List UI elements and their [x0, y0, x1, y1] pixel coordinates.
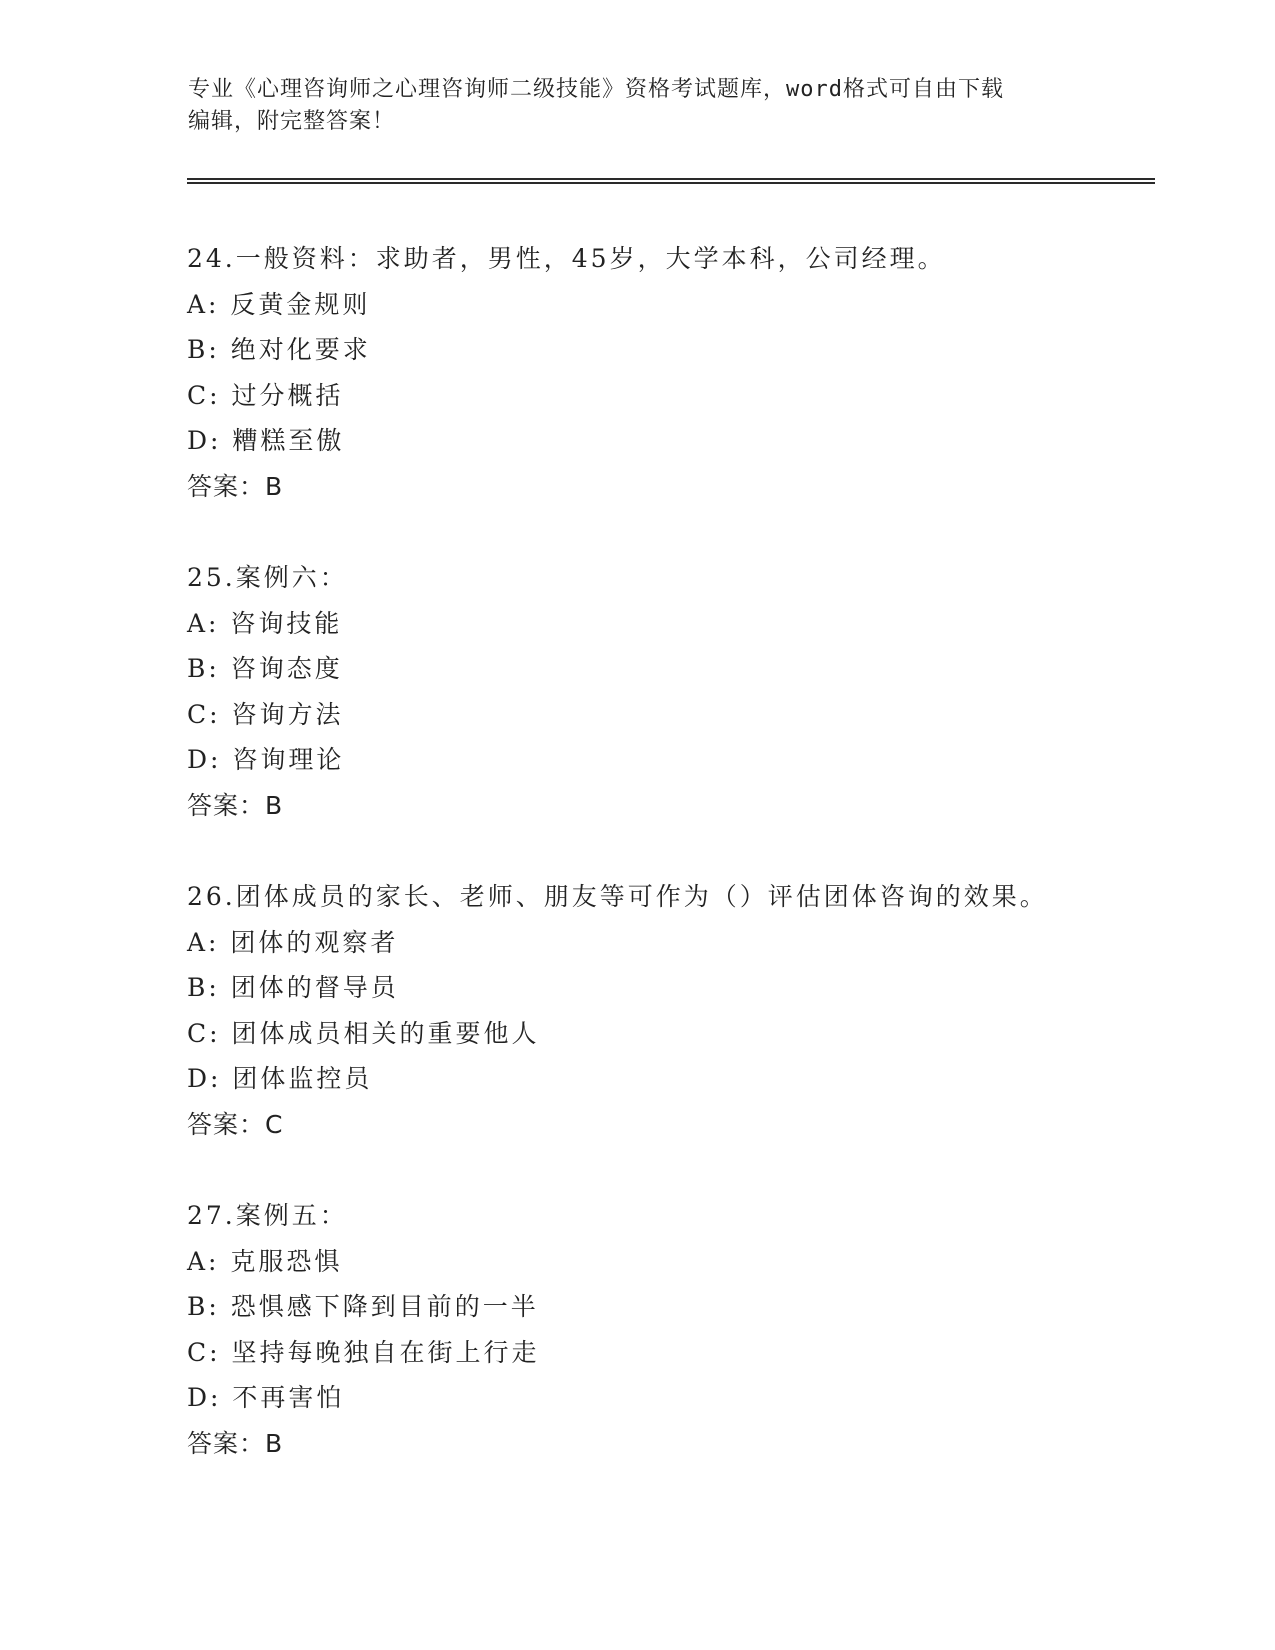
answer-label: 答案：C	[187, 1109, 284, 1139]
header-divider-bottom	[187, 182, 1155, 184]
header-line-2: 编辑，附完整答案！	[188, 109, 396, 134]
option-a: A: 咨询技能	[187, 608, 343, 638]
option-a: A: 克服恐惧	[187, 1246, 343, 1276]
header-divider-top	[187, 178, 1155, 180]
question-26	[187, 874, 1147, 1147]
answer-label: 答案：B	[187, 790, 284, 820]
question-24	[187, 236, 1147, 509]
option-a: A: 团体的观察者	[187, 927, 399, 957]
option-d: D: 团体监控员	[187, 1064, 373, 1093]
option-c: C: 过分概括	[187, 380, 344, 410]
option-b: B: 咨询态度	[187, 654, 343, 683]
option-c: C: 团体成员相关的重要他人	[187, 1018, 540, 1048]
answer-label: 答案：B	[187, 1428, 284, 1458]
question-stem: 24.一般资料：求助者，男性，45岁，大学本科，公司经理。	[187, 244, 946, 273]
option-b: B: 恐惧感下降到目前的一半	[187, 1292, 539, 1321]
option-c: C: 咨询方法	[187, 699, 344, 729]
option-d: D: 咨询理论	[187, 745, 345, 774]
question-stem: 26.团体成员的家长、老师、朋友等可作为（）评估团体咨询的效果。	[187, 882, 1048, 911]
option-b: B: 团体的督导员	[187, 973, 399, 1002]
header-line-1: 专业《心理咨询师之心理咨询师二级技能》资格考试题库，word格式可自由下载	[188, 77, 1004, 102]
document-header	[188, 74, 1088, 138]
question-stem: 25.案例六：	[187, 563, 348, 592]
option-a: A: 反黄金规则	[187, 289, 371, 319]
question-25	[187, 555, 1147, 828]
question-27	[187, 1193, 1147, 1466]
option-b: B: 绝对化要求	[187, 335, 371, 364]
answer-label: 答案：B	[187, 471, 284, 501]
option-c: C: 坚持每晚独自在街上行走	[187, 1337, 540, 1367]
option-d: D: 糟糕至傲	[187, 426, 345, 455]
question-stem: 27.案例五：	[187, 1201, 348, 1230]
option-d: D: 不再害怕	[187, 1383, 345, 1412]
